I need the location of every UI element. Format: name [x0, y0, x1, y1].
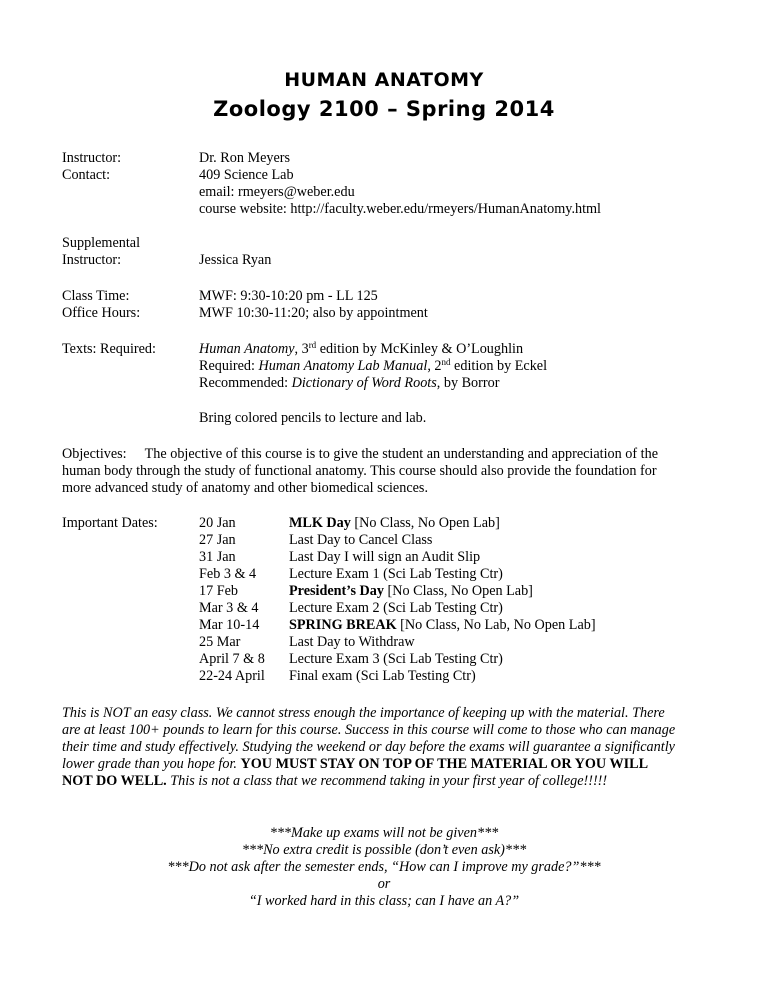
instructor-email[interactable]: email: rmeyers@weber.edu — [199, 184, 355, 200]
event-item: Lecture Exam 1 (Sci Lab Testing Ctr) — [289, 566, 503, 582]
text-book-2: Required: Human Anatomy Lab Manual, 2nd edition by Eckel — [199, 357, 548, 374]
objectives-line1: Objectives: The objective of this course is to give the student an understanding and appreciation of the — [62, 446, 658, 462]
supplemental-label-line1: Supplemental — [62, 235, 141, 251]
instructor-office: 409 Science Lab — [199, 167, 294, 183]
policies-block — [0, 825, 768, 910]
policy-no-extra-credit: ***No extra credit is possible (don’t even ask)*** — [241, 842, 527, 858]
course-title: HUMAN ANATOMY — [284, 69, 484, 91]
colored-pencils-note: Bring colored pencils to lecture and lab. — [199, 410, 427, 426]
warning-paragraph — [62, 705, 722, 790]
instructor-labels — [62, 150, 172, 184]
text-book-1: Human Anatomy, 3rd edition by McKinley & O’Loughlin — [199, 340, 524, 357]
objectives-label: Objectives: — [62, 446, 127, 462]
warning-line1: This is NOT an easy class. We cannot stress enough the importance of keeping up with the material. There — [62, 705, 665, 721]
policy-worked-hard: “I worked hard in this class; can I have an A?” — [248, 893, 520, 909]
date-item: 20 Jan — [199, 515, 236, 531]
date-item: 25 Mar — [199, 634, 241, 650]
warning-line5: NOT DO WELL. This is not a class that we recommend taking in your first year of college!!!!! — [62, 773, 608, 789]
important-dates-label: Important Dates: — [62, 515, 158, 531]
instructor-label: Instructor: — [62, 150, 122, 166]
time-labels — [62, 288, 172, 322]
supplemental-labels — [62, 235, 172, 269]
event-item: Last Day I will sign an Audit Slip — [289, 549, 481, 565]
date-item: April 7 & 8 — [199, 651, 265, 667]
event-item: MLK Day [No Class, No Open Lab] — [289, 515, 500, 531]
supplemental-instructor-name: Jessica Ryan — [199, 252, 272, 268]
event-item: Last Day to Withdraw — [289, 634, 415, 650]
warning-line2: are at least 100+ pounds to learn for this course. Success in this course will come to those who can manage — [62, 722, 676, 738]
instructor-info — [199, 150, 719, 218]
policy-no-grade-ask: ***Do not ask after the semester ends, “How can I improve my grade?”*** — [167, 859, 601, 875]
office-hours: MWF 10:30-11:20; also by appointment — [199, 305, 428, 321]
warning-line4: lower grade than you hope for. YOU MUST STAY ON TOP OF THE MATERIAL OR YOU WILL — [62, 756, 649, 772]
objectives-line2: human body through the study of functional anatomy. This course should also provide the foundation for — [62, 463, 657, 479]
objectives — [62, 446, 712, 497]
text-book-3: Recommended: Dictionary of Word Roots, by Borror — [199, 375, 500, 391]
date-item: 22-24 April — [199, 668, 265, 684]
date-item: Mar 3 & 4 — [199, 600, 259, 616]
contact-label: Contact: — [62, 167, 111, 183]
objectives-line3: more advanced study of anatomy and other biomedical sciences. — [62, 480, 428, 496]
supplemental-label-line2: Instructor: — [62, 252, 122, 268]
instructor-name: Dr. Ron Meyers — [199, 150, 291, 166]
warning-line3: their time and study effectively. Studying the weekend or day before the exams will guarantee a significantly — [62, 739, 675, 755]
event-item: Lecture Exam 3 (Sci Lab Testing Ctr) — [289, 651, 503, 667]
class-time-label: Class Time: — [62, 288, 130, 304]
event-item: Final exam (Sci Lab Testing Ctr) — [289, 668, 476, 684]
policy-no-makeup: ***Make up exams will not be given*** — [269, 825, 499, 841]
event-item: SPRING BREAK [No Class, No Lab, No Open Lab] — [289, 617, 596, 633]
date-item: 31 Jan — [199, 549, 236, 565]
time-values — [199, 288, 719, 322]
important-dates-list — [199, 515, 279, 685]
course-subtitle: Zoology 2100 – Spring 2014 — [213, 97, 555, 121]
event-item: Lecture Exam 2 (Sci Lab Testing Ctr) — [289, 600, 503, 616]
important-events-list — [289, 515, 709, 685]
class-time: MWF: 9:30-10:20 pm - LL 125 — [199, 288, 378, 304]
texts-list — [199, 341, 719, 392]
date-item: 27 Jan — [199, 532, 236, 548]
date-item: Mar 10-14 — [199, 617, 260, 633]
date-item: 17 Feb — [199, 583, 239, 599]
policy-or: or — [377, 876, 391, 892]
date-item: Feb 3 & 4 — [199, 566, 257, 582]
office-hours-label: Office Hours: — [62, 305, 141, 321]
course-website-link[interactable]: course website: http://faculty.weber.edu/rmeyers/HumanAnatomy.html — [199, 201, 601, 217]
event-item: President’s Day [No Class, No Open Lab] — [289, 583, 533, 599]
texts-label: Texts: Required: — [62, 341, 156, 357]
event-item: Last Day to Cancel Class — [289, 532, 433, 548]
